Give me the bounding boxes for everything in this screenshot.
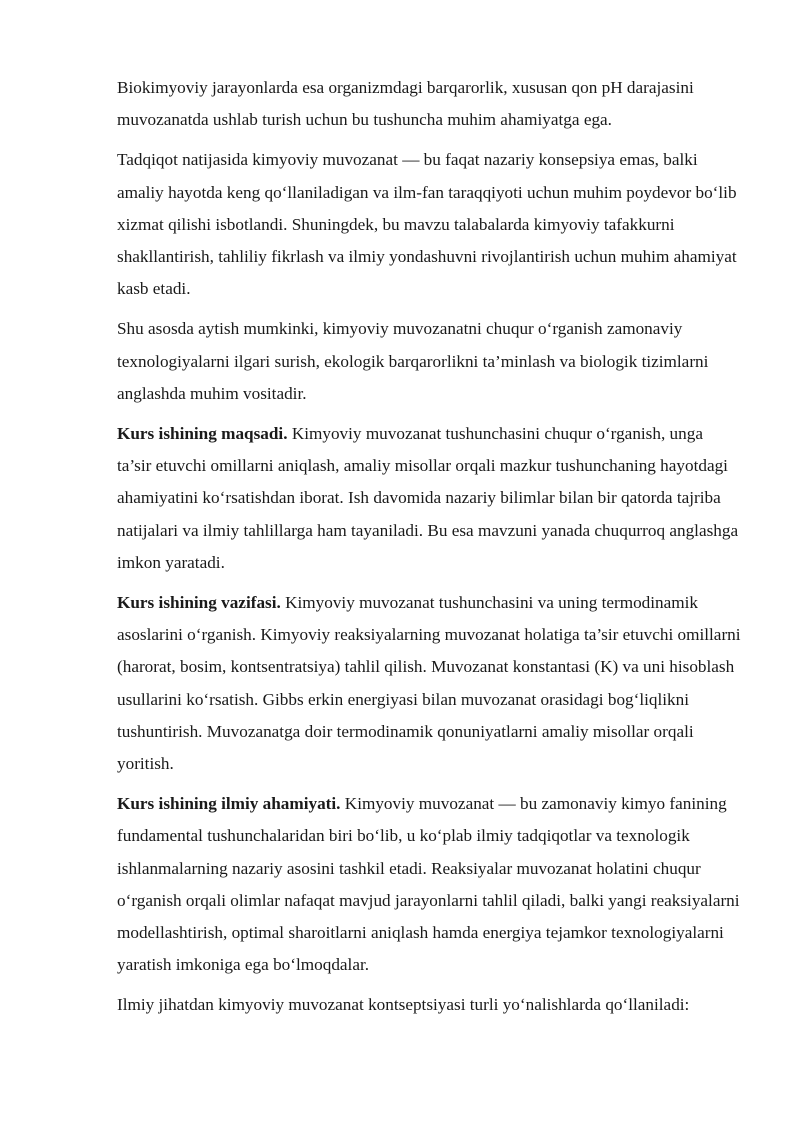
paragraph-purpose: [117, 418, 741, 579]
paragraph-conclusion: [117, 313, 741, 410]
paragraph-applications-intro: [117, 989, 741, 1021]
paragraph-text: Kimyoviy muvozanat — bu zamonaviy kimyo fanining fundamental tushunchalaridan biri bo‘lib, u ko‘plab ilmiy tadqiqotlar va texnologik ishlanmalarning nazariy asosini tashkil etadi. Reaksiyalar muvozanat holatini chuqur o‘rganish orqali olimlar nafaqat mavjud jarayonlarni tahlil qiladi, balki yangi reaksiyalarni modellashtirish, optimal sharoitlarni aniqlash hamda energiya tejamkor texnologiyalarni yaratish imkoniga ega bo‘lmoqdalar.: [117, 794, 740, 975]
paragraph-text: Tadqiqot natijasida kimyoviy muvozanat — bu faqat nazariy konsepsiya emas, balki amaliy hayotda keng qo‘llaniladigan va ilm-fan taraqqiyoti uchun muhim poydevor bo‘lib xizmat qilishi isbotlandi. Shuningdek, bu mavzu talabalarda kimyoviy tafakkurni shakllantirish, tahliliy fikrlash va ilmiy yondashuvni rivojlantirish uchun muhim ahamiyat kasb etadi.: [117, 150, 737, 299]
paragraph-tasks: [117, 587, 741, 780]
paragraph-biochemical: [117, 72, 741, 136]
paragraph-text: Kimyoviy muvozanat tushunchasini va uning termodinamik asoslarini o‘rganish. Kimyoviy reaksiyalarning muvozanat holatiga ta’sir etuvchi omillarni (harorat, bosim, kontsentratsiya) tahlil qilish. Muvozanat konstantasi (K) va uni hisoblash usullarini ko‘rsatish. Gibbs erkin energiyasi bilan muvozanat orasidagi bog‘liqlikni tushuntirish. Muvozanatga doir termodinamik qonuniyatlarni amaliy misollar orqali yoritish.: [117, 593, 741, 774]
paragraph-heading: Kurs ishining ilmiy ahamiyati.: [117, 794, 341, 814]
paragraph-scientific-importance: [117, 788, 741, 981]
paragraph-text: Biokimyoviy jarayonlarda esa organizmdagi barqarorlik, xususan qon pH darajasini muvozanatda ushlab turish uchun bu tushuncha muhim ahamiyatga ega.: [117, 78, 694, 130]
paragraph-research-result: [117, 144, 741, 305]
paragraph-heading: Kurs ishining maqsadi.: [117, 424, 288, 444]
paragraph-heading: Kurs ishining vazifasi.: [117, 593, 281, 613]
paragraph-text: Ilmiy jihatdan kimyoviy muvozanat kontseptsiyasi turli yo‘nalishlarda qo‘llaniladi:: [117, 995, 690, 1015]
document-body: [117, 72, 741, 1030]
paragraph-text: Kimyoviy muvozanat tushunchasini chuqur o‘rganish, unga ta’sir etuvchi omillarni aniqlash, amaliy misollar orqali mazkur tushunchaning hayotdagi ahamiyatini ko‘rsatishdan iborat. Ish davomida nazariy bilimlar bilan bir qatorda tajriba natijalari va ilmiy tahlillarga ham tayaniladi. Bu esa mavzuni yanada chuqurroq anglashga imkon yaratadi.: [117, 424, 739, 572]
paragraph-text: Shu asosda aytish mumkinki, kimyoviy muvozanatni chuqur o‘rganish zamonaviy texnologiyalarni ilgari surish, ekologik barqarorlikni ta’minlash va biologik tizimlarni anglashda muhim vositadir.: [117, 319, 709, 403]
